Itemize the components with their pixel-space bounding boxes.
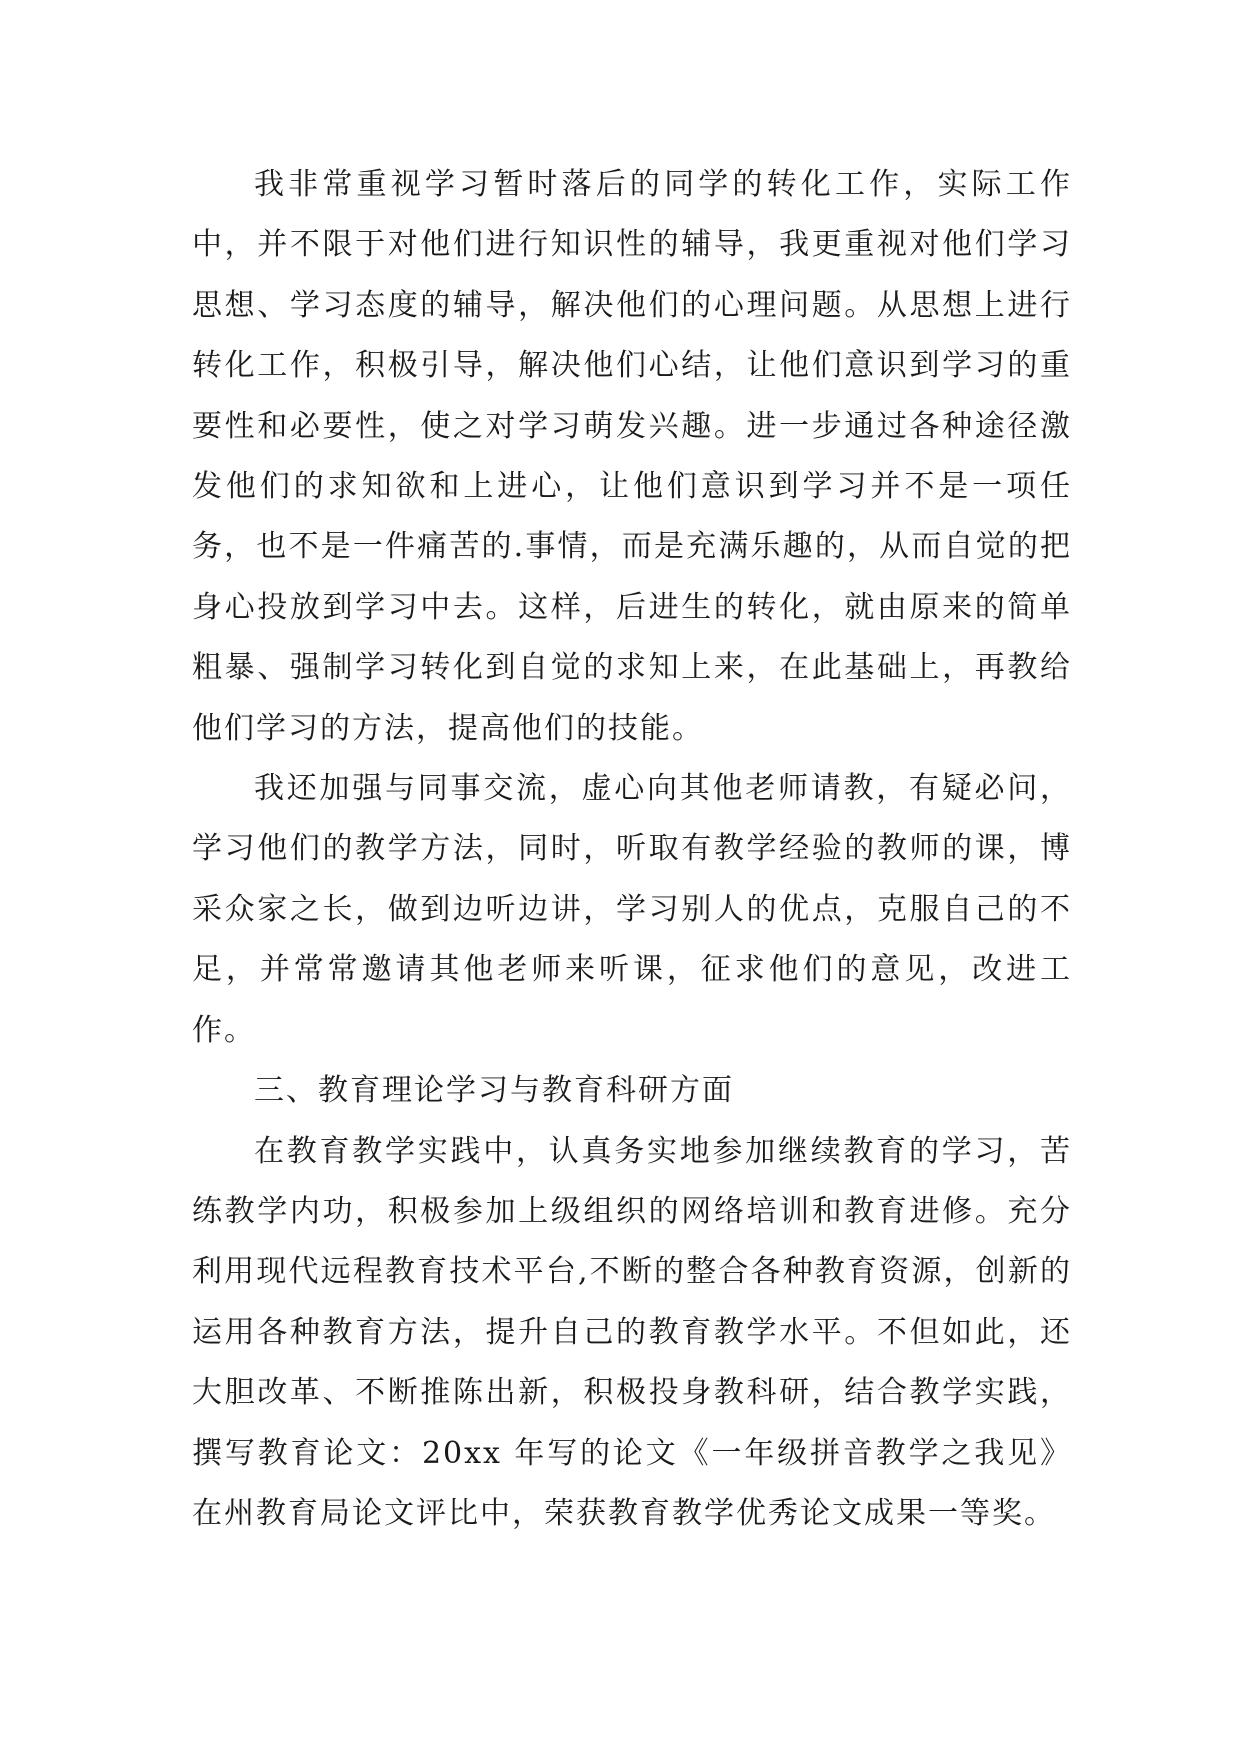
document-body (192, 155, 1072, 1544)
paragraph-colleague-exchange: 我还加强与同事交流，虚心向其他老师请教，有疑必问，学习他们的教学方法，同时，听取有教学经验的教师的课，博采众家之长，做到边听边讲，学习别人的优点，克服自己的不足，并常常邀请其他老师来听课，征求他们的意见，改进工作。 (192, 771, 1072, 1048)
section-heading: 三、教育理论学习与教育科研方面 (254, 1073, 734, 1109)
paragraph-education-research: 在教育教学实践中，认真务实地参加继续教育的学习，苦练教学内功，积极参加上级组织的网络培训和教育进修。充分利用现代远程教育技术平台,不断的整合各种教育资源，创新的运用各种教育方法，提升自己的教育教学水平。不但如此，还大胆改革、不断推陈出新，积极投身教科研，结合教学实践，撰写教育论文：20xx 年写的论文《一年级拼音教学之我见》在州教育局论文评比中，荣获教育教学优秀论文成果一等奖。 (192, 1133, 1072, 1531)
paragraph-student-transformation: 我非常重视学习暂时落后的同学的转化工作，实际工作中，并不限于对他们进行知识性的辅导，我更重视对他们学习思想、学习态度的辅导，解决他们的心理问题。从思想上进行转化工作，积极引导，解决他们心结，让他们意识到学习的重要性和必要性，使之对学习萌发兴趣。进一步通过各种途径激发他们的求知欲和上进心，让他们意识到学习并不是一项任务，也不是一件痛苦的.事情，而是充满乐趣的，从而自觉的把身心投放到学习中去。这样，后进生的转化，就由原来的简单粗暴、强制学习转化到自觉的求知上来，在此基础上，再教给他们学习的方法，提高他们的技能。 (192, 167, 1072, 746)
